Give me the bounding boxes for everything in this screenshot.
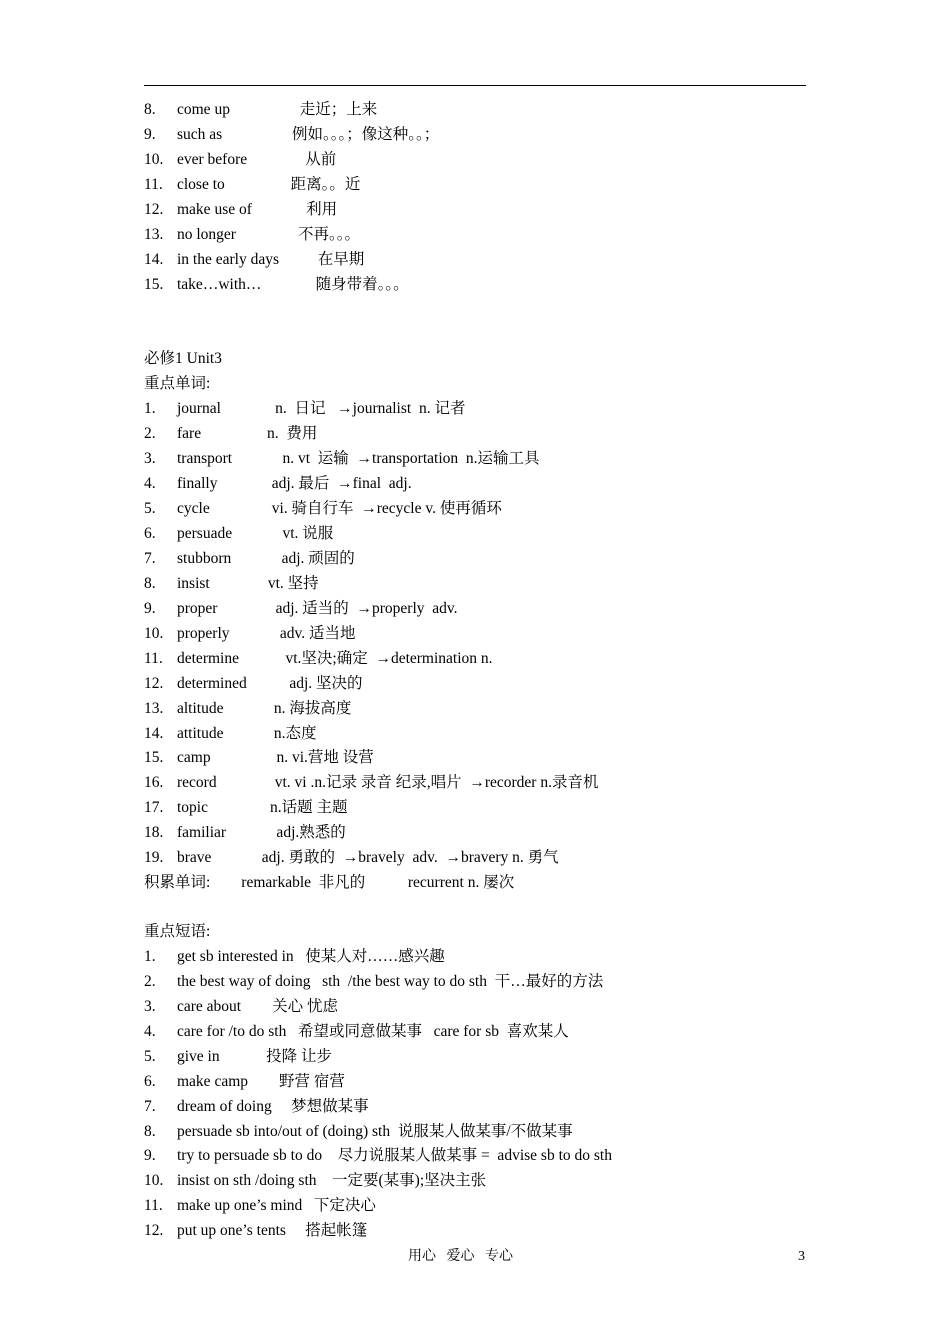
item-text: cycle vi. 骑自行车 →recycle v. 使再循环 — [177, 500, 502, 517]
item-number: 8. — [144, 575, 156, 592]
item-text: dream of doing 梦想做某事 — [177, 1098, 369, 1115]
item-number: 11. — [144, 176, 163, 193]
item-text: determined adj. 坚决的 — [177, 675, 363, 692]
item-text: familiar adj.熟悉的 — [177, 824, 346, 841]
item-text: such as 例如。。。；像这种。。； — [177, 126, 440, 143]
item-number: 19. — [144, 849, 164, 866]
item-text: camp n. vi.营地 设营 — [177, 749, 374, 766]
item-number: 12. — [144, 1222, 164, 1239]
item-number: 11. — [144, 650, 163, 667]
item-number: 13. — [144, 700, 164, 717]
item-number: 10. — [144, 1172, 164, 1189]
item-number: 1. — [144, 948, 156, 965]
item-number: 16. — [144, 774, 164, 791]
item-number: 2. — [144, 425, 156, 442]
item-number: 7. — [144, 550, 156, 567]
item-text: brave adj. 勇敢的 →bravely adv. →bravery n. 勇气 — [177, 849, 559, 866]
item-text: attitude n.态度 — [177, 725, 317, 742]
item-text: the best way of doing sth /the best way to do sth 干…最好的方法 — [177, 973, 604, 990]
item-number: 5. — [144, 500, 156, 517]
item-number: 15. — [144, 276, 164, 293]
item-text: insist on sth /doing sth 一定要(某事);坚决主张 — [177, 1172, 487, 1189]
item-text: ever before 从前 — [177, 151, 337, 168]
item-number: 8. — [144, 1123, 156, 1140]
item-number: 14. — [144, 725, 164, 742]
item-text: in the early days 在早期 — [177, 251, 365, 268]
item-text: get sb interested in 使某人对……感兴趣 — [177, 948, 445, 965]
item-number: 4. — [144, 1023, 156, 1040]
item-text: journal n. 日记 →journalist n. 记者 — [177, 400, 466, 417]
phrases-heading-text: 重点短语: — [144, 923, 211, 940]
item-text: fare n. 费用 — [177, 425, 318, 442]
header-rule — [144, 85, 806, 86]
item-text: make up one’s mind 下定决心 — [177, 1197, 376, 1214]
item-number: 1. — [144, 400, 156, 417]
item-text: try to persuade sb to do 尽力说服某人做某事 = advise sb to do sth — [177, 1147, 612, 1164]
item-text: care for /to do sth 希望或同意做某事 care for sb 喜欢某人 — [177, 1023, 569, 1040]
item-number: 6. — [144, 525, 156, 542]
item-number: 11. — [144, 1197, 163, 1214]
item-text: come up 走近；上来 — [177, 101, 378, 118]
item-number: 17. — [144, 799, 164, 816]
item-text: take…with… 随身带着。。。 — [177, 276, 409, 293]
item-number: 5. — [144, 1048, 156, 1065]
item-text: give in 投降 让步 — [177, 1048, 332, 1065]
item-number: 15. — [144, 749, 164, 766]
item-number: 4. — [144, 475, 156, 492]
item-text: proper adj. 适当的 →properly adv. — [177, 600, 458, 617]
item-text: transport n. vt 运输 →transportation n.运输工具 — [177, 450, 540, 467]
item-text: put up one’s tents 搭起帐篷 — [177, 1222, 368, 1239]
page-number: 3 — [798, 1249, 805, 1264]
item-text: altitude n. 海拔高度 — [177, 700, 352, 717]
item-number: 10. — [144, 625, 164, 642]
item-text: care about 关心 忧虑 — [177, 998, 338, 1015]
item-text: properly adv. 适当地 — [177, 625, 356, 642]
item-number: 18. — [144, 824, 164, 841]
item-text: close to 距离。。近 — [177, 176, 361, 193]
item-number: 14. — [144, 251, 164, 268]
item-number: 9. — [144, 1147, 156, 1164]
item-number: 3. — [144, 998, 156, 1015]
item-number: 6. — [144, 1073, 156, 1090]
item-number: 9. — [144, 126, 156, 143]
item-text: determine vt.坚决;确定 →determination n. — [177, 650, 493, 667]
item-number: 3. — [144, 450, 156, 467]
item-text: make use of 利用 — [177, 201, 338, 218]
accumulated-words-text: 积累单词: remarkable 非凡的 recurrent n. 屡次 — [144, 874, 515, 891]
item-number: 10. — [144, 151, 164, 168]
unit-title-text: 必修1 Unit3 — [144, 350, 222, 367]
words-heading-text: 重点单词: — [144, 375, 211, 392]
item-number: 8. — [144, 101, 156, 118]
item-text: no longer 不再。。。 — [177, 226, 360, 243]
item-number: 12. — [144, 675, 164, 692]
item-text: topic n.话题 主题 — [177, 799, 348, 816]
item-number: 7. — [144, 1098, 156, 1115]
item-number: 9. — [144, 600, 156, 617]
page-footer: 用心 爱心 专心 — [408, 1249, 513, 1264]
item-text: finally adj. 最后 →final adj. — [177, 475, 412, 492]
item-text: record vt. vi .n.记录 录音 纪录,唱片 →recorder n.录音机 — [177, 774, 599, 791]
item-number: 12. — [144, 201, 164, 218]
item-text: insist vt. 坚持 — [177, 575, 319, 592]
item-text: stubborn adj. 顽固的 — [177, 550, 355, 567]
item-text: persuade vt. 说服 — [177, 525, 334, 542]
item-text: make camp 野营 宿营 — [177, 1073, 345, 1090]
item-number: 2. — [144, 973, 156, 990]
item-number: 13. — [144, 226, 164, 243]
item-text: persuade sb into/out of (doing) sth 说服某人做某事/不做某事 — [177, 1123, 573, 1140]
